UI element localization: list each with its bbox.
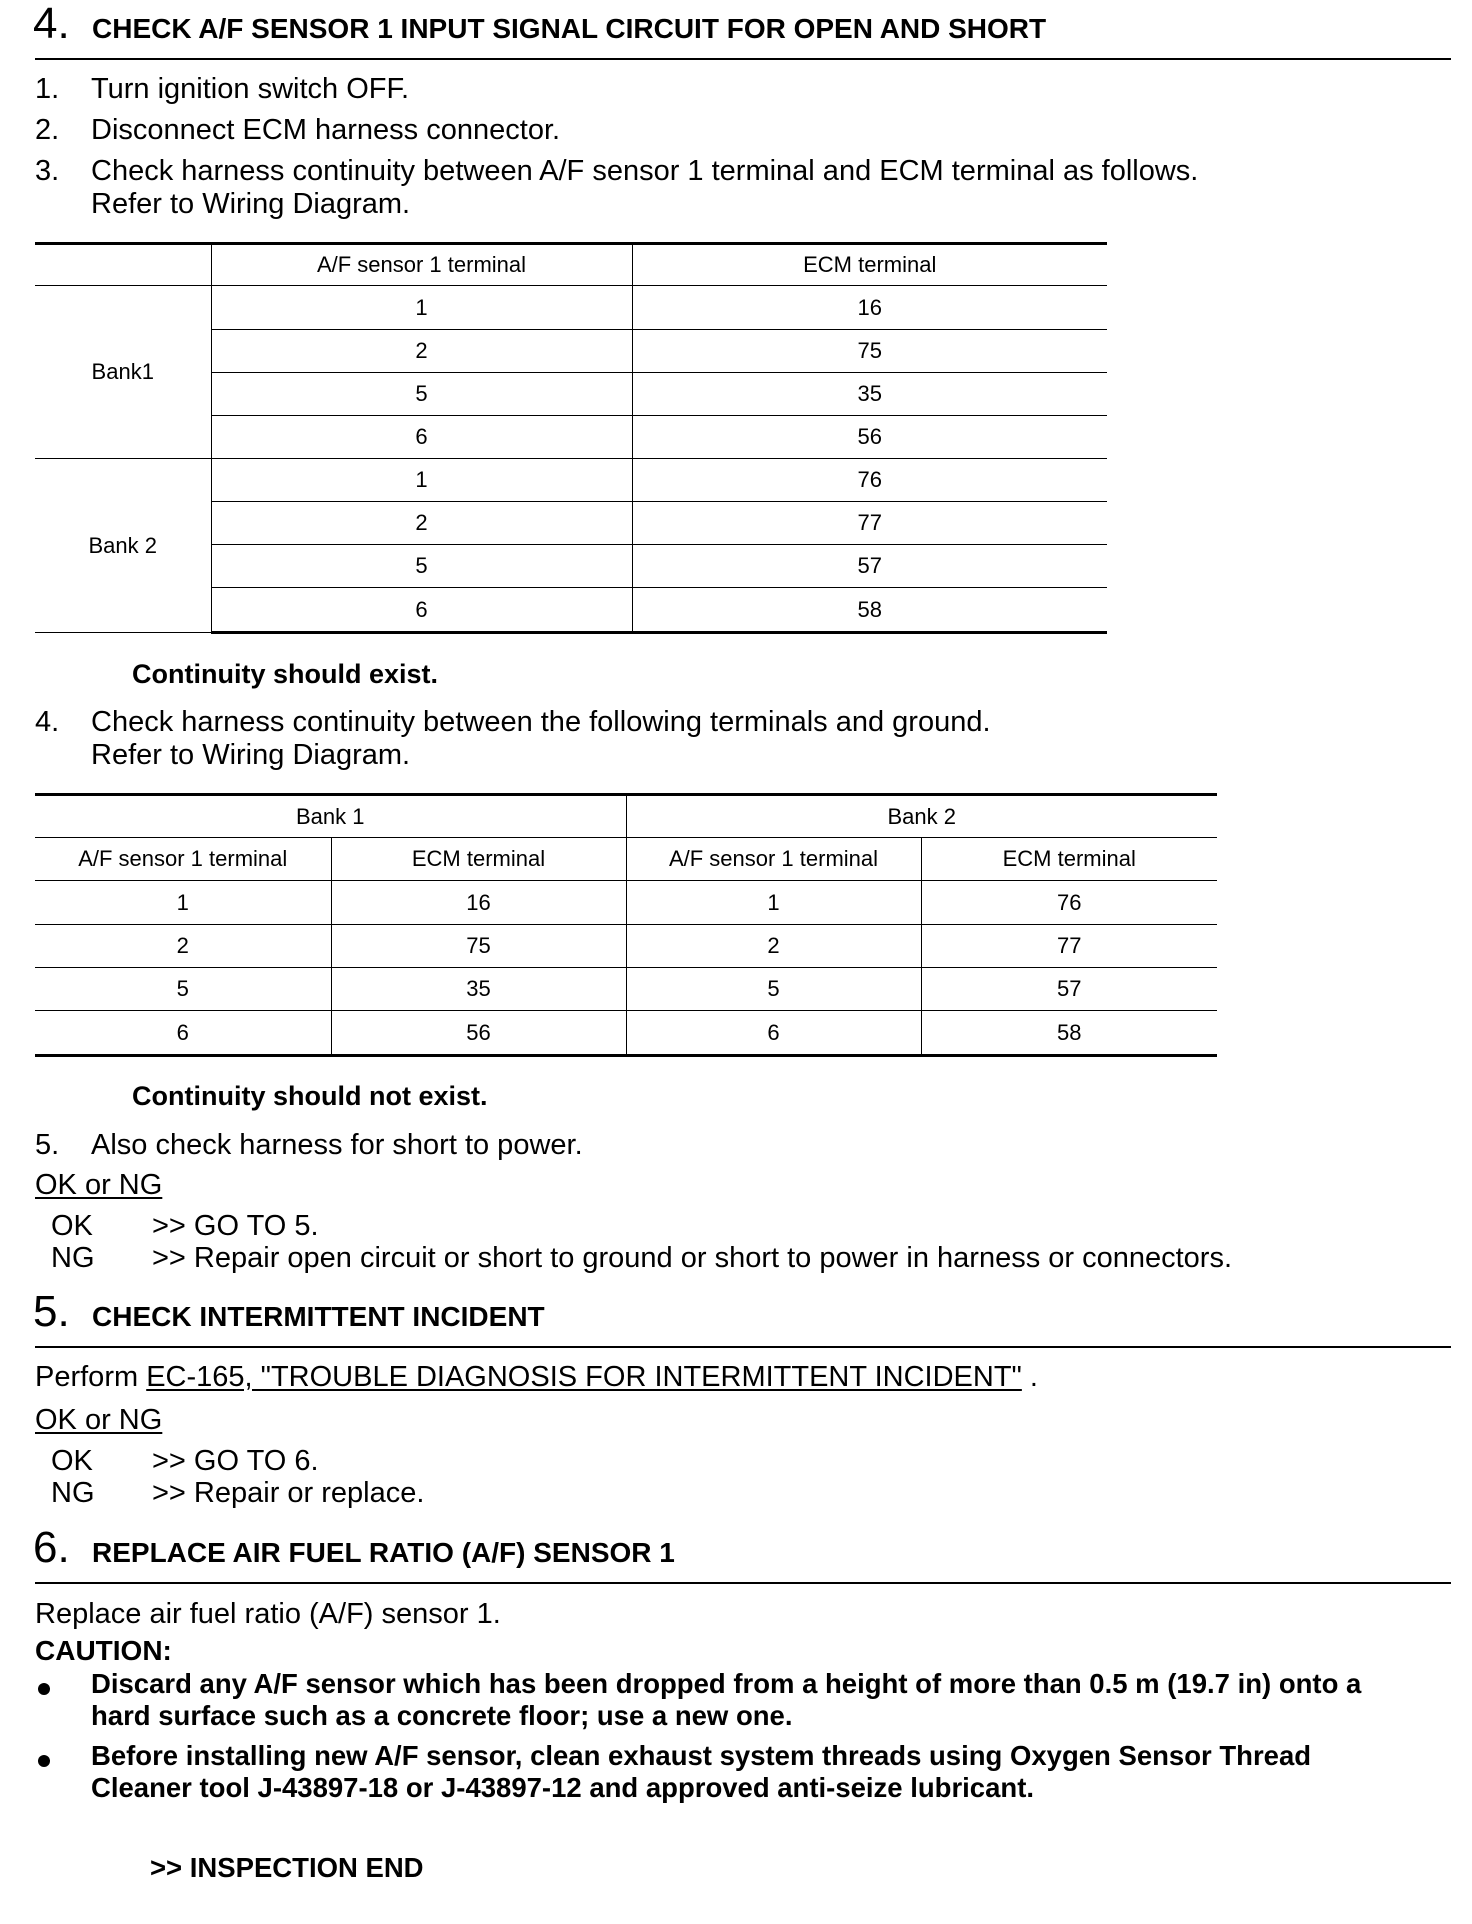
- step4-divider: [35, 58, 1451, 60]
- period: .: [1021, 1361, 1038, 1393]
- step4-item3-text2: Refer to Wiring Diagram.: [91, 188, 411, 220]
- table-cell: 2: [626, 925, 921, 968]
- step4-item5-number: 5.: [35, 1129, 60, 1161]
- step4-item4-text2: Refer to Wiring Diagram.: [91, 739, 411, 771]
- step6-divider: [35, 1582, 1451, 1584]
- step5-ok-action: >> GO TO 6.: [152, 1445, 319, 1477]
- ec-165-link[interactable]: EC-165, "TROUBLE DIAGNOSIS FOR INTERMITTENT INCIDENT": [146, 1361, 1022, 1393]
- table-cell: 2: [211, 330, 632, 373]
- table2-header: ECM terminal: [331, 838, 626, 881]
- table2-header: A/F sensor 1 terminal: [35, 838, 331, 881]
- table-cell: 58: [921, 1011, 1217, 1056]
- step4-ok-ng-label: OK or NG: [35, 1169, 163, 1201]
- table2-header: A/F sensor 1 terminal: [626, 838, 921, 881]
- table-cell: 75: [632, 330, 1107, 373]
- step5-number: 5.: [33, 1287, 70, 1336]
- caution-label: CAUTION:: [35, 1635, 172, 1666]
- table-cell: 5: [211, 545, 632, 588]
- step6-number: 6.: [33, 1523, 70, 1572]
- caution-bullet-1-line2: hard surface such as a concrete floor; use a new one.: [91, 1700, 793, 1731]
- step4-item3-text: Check harness continuity between A/F sensor 1 terminal and ECM terminal as follows.: [91, 155, 1199, 187]
- table-cell: 2: [35, 925, 331, 968]
- table2-group-bank1: Bank 1: [35, 795, 626, 838]
- step4-item2-text: Disconnect ECM harness connector.: [91, 114, 561, 146]
- table-cell: 16: [331, 881, 626, 925]
- table2-group-bank2: Bank 2: [626, 795, 1217, 838]
- table-cell: 77: [632, 502, 1107, 545]
- step4-ok-action: >> GO TO 5.: [152, 1210, 319, 1242]
- table-cell: 75: [331, 925, 626, 968]
- step4-title: CHECK A/F SENSOR 1 INPUT SIGNAL CIRCUIT FOR OPEN AND SHORT: [92, 13, 1047, 44]
- step4-item3-number: 3.: [35, 155, 60, 187]
- table-cell: 5: [211, 373, 632, 416]
- table-cell: 57: [632, 545, 1107, 588]
- step4-item1-text: Turn ignition switch OFF.: [91, 73, 410, 105]
- bullet-icon: [38, 1755, 50, 1767]
- note-continuity-not-exist: Continuity should not exist.: [132, 1081, 488, 1111]
- table-cell: 57: [921, 968, 1217, 1011]
- table-cell: 6: [626, 1011, 921, 1056]
- table-cell: 6: [211, 416, 632, 459]
- table-cell: 6: [211, 588, 632, 633]
- table-cell: 76: [632, 459, 1107, 502]
- continuity-table-2: [35, 793, 1217, 1057]
- step5-ng-key: NG: [51, 1477, 95, 1509]
- table-cell: 1: [211, 286, 632, 330]
- step4-number: 4.: [33, 0, 70, 48]
- step6-title: REPLACE AIR FUEL RATIO (A/F) SENSOR 1: [92, 1537, 675, 1568]
- caution-bullet-2-line1: Before installing new A/F sensor, clean exhaust system threads using Oxygen Sensor Thread: [91, 1740, 1312, 1771]
- table-cell: 56: [632, 416, 1107, 459]
- note-continuity-exist: Continuity should exist.: [132, 659, 439, 689]
- inspection-end: >> INSPECTION END: [150, 1852, 424, 1883]
- step4-item1-number: 1.: [35, 73, 60, 105]
- table2-header: ECM terminal: [921, 838, 1217, 881]
- table-cell: 1: [626, 881, 921, 925]
- caution-bullet-1-line1: Discard any A/F sensor which has been dropped from a height of more than 0.5 m (19.7 in) onto a: [91, 1668, 1362, 1699]
- table-cell: 76: [921, 881, 1217, 925]
- table1-header-af: A/F sensor 1 terminal: [211, 244, 632, 286]
- table-cell: 16: [632, 286, 1107, 330]
- step6-text: Replace air fuel ratio (A/F) sensor 1.: [35, 1598, 501, 1630]
- step4-item2-number: 2.: [35, 114, 60, 146]
- table1-bank2-label: Bank 2: [35, 459, 211, 633]
- bullet-icon: [38, 1683, 50, 1695]
- table-cell: 35: [331, 968, 626, 1011]
- table-cell: 58: [632, 588, 1107, 633]
- step4-item5-text: Also check harness for short to power.: [91, 1129, 583, 1161]
- step5-instruction: [35, 1361, 1038, 1394]
- table-cell: 5: [35, 968, 331, 1011]
- step4-item4-number: 4.: [35, 706, 60, 738]
- table-cell: 56: [331, 1011, 626, 1056]
- perform-label: Perform: [35, 1361, 139, 1393]
- continuity-table-1: [35, 242, 1107, 634]
- table-cell: 5: [626, 968, 921, 1011]
- table-cell: 6: [35, 1011, 331, 1056]
- step5-divider: [35, 1346, 1451, 1348]
- step4-ng-action: >> Repair open circuit or short to ground or short to power in harness or connectors.: [152, 1242, 1233, 1274]
- step5-ng-action: >> Repair or replace.: [152, 1477, 425, 1509]
- table-cell: 35: [632, 373, 1107, 416]
- table-cell: 1: [35, 881, 331, 925]
- table1-header-ecm: ECM terminal: [632, 244, 1107, 286]
- step5-ok-ng-label: OK or NG: [35, 1404, 163, 1436]
- caution-bullet-2-line2: Cleaner tool J-43897-18 or J-43897-12 and approved anti-seize lubricant.: [91, 1772, 1034, 1803]
- step5-title: CHECK INTERMITTENT INCIDENT: [92, 1301, 545, 1332]
- step4-ng-key: NG: [51, 1242, 95, 1274]
- table-cell: 2: [211, 502, 632, 545]
- table1-bank1-label: Bank1: [35, 286, 211, 459]
- step5-ok-key: OK: [51, 1445, 93, 1477]
- table-cell: 77: [921, 925, 1217, 968]
- table-cell: 1: [211, 459, 632, 502]
- step4-ok-key: OK: [51, 1210, 93, 1242]
- step4-item4-text: Check harness continuity between the following terminals and ground.: [91, 706, 991, 738]
